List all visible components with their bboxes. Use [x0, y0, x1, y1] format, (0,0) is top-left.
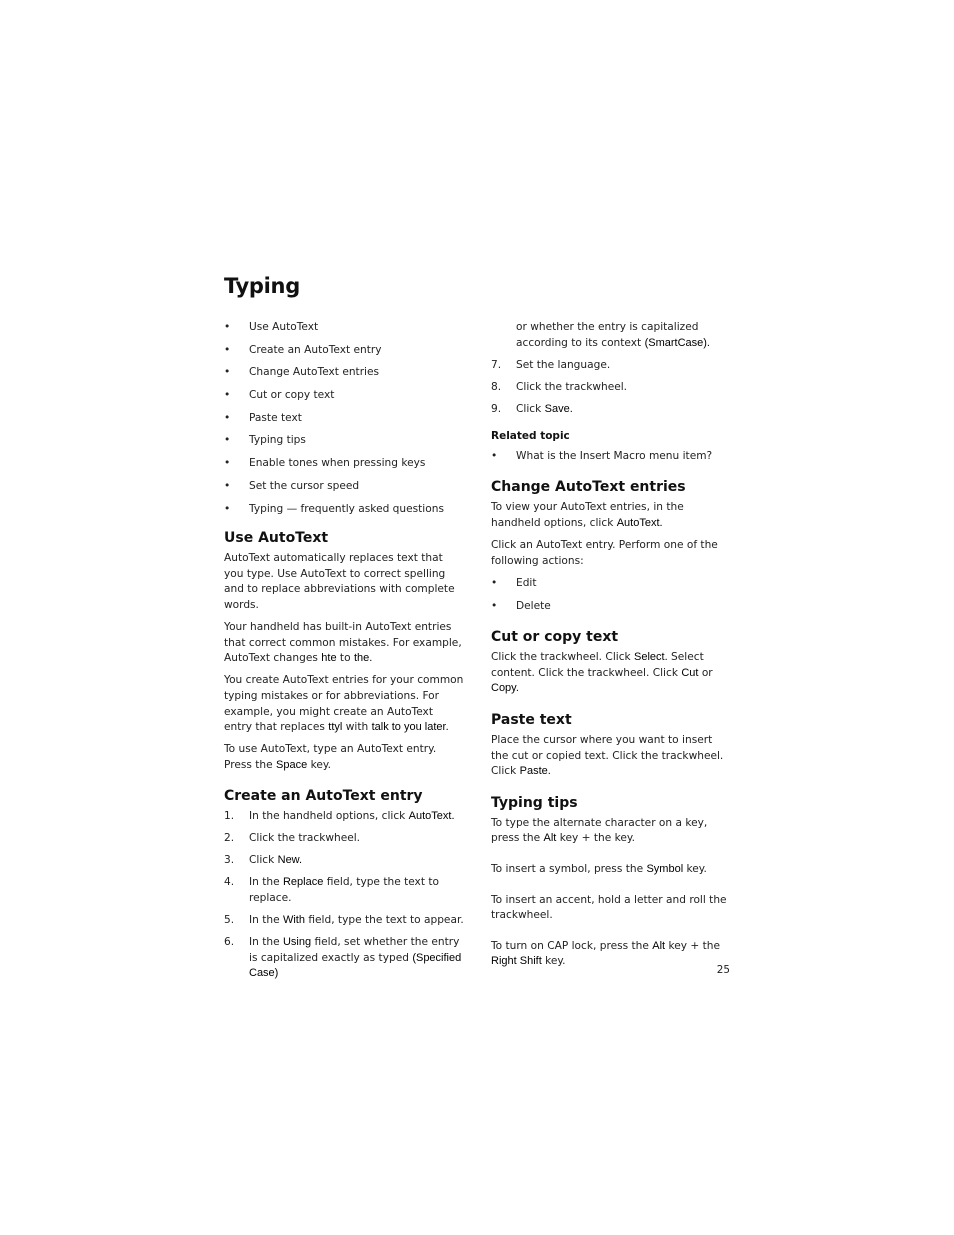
step-item: 1. In the handheld options, click AutoText. — [224, 810, 455, 823]
step-item: 6. In the Using field, set whether the entry is capitalized exactly as typed (Specified Case) — [224, 935, 462, 980]
step-item: 4. In the Replace field, type the text to replace. — [224, 876, 439, 904]
change-entries-paragraph: To view your AutoText entries, in the handheld options, click AutoText. — [491, 501, 684, 529]
bullet-icon: • — [224, 434, 231, 447]
cut-copy-paragraph: Click the trackwheel. Click Select. Select content. Click the trackwheel. Click Cut or Copy. — [491, 651, 713, 695]
keyword: Right Shift — [491, 955, 542, 968]
use-autotext-paragraph: AutoText automatically replaces text that you type. Use AutoText to correct spelling and to replace abbreviations with complete words. — [224, 552, 455, 611]
tip-paragraph: To insert a symbol, press the Symbol key. — [491, 862, 707, 875]
use-autotext-paragraph: Your handheld has built-in AutoText entries that correct common mistakes. For example, AutoText changes hte to the. — [224, 621, 462, 665]
bullet-icon: • — [224, 343, 231, 356]
bullet-icon: • — [224, 502, 231, 515]
keyword: (Specified Case) — [249, 951, 462, 980]
topic-list — [224, 320, 464, 524]
keyword: Symbol — [646, 862, 684, 875]
cut-copy-heading: Cut or copy text — [491, 629, 619, 646]
keyword: Replace — [282, 876, 324, 889]
left-column — [224, 320, 464, 988]
list-item[interactable]: • Paste text — [224, 411, 464, 434]
step-item: or whether the entry is capitalized according to its context (SmartCase). — [516, 321, 710, 349]
keyword: Paste. — [519, 765, 551, 778]
page-title: Typing — [224, 274, 300, 298]
bullet-icon: • — [491, 449, 498, 462]
tip-paragraph: To insert an accent, hold a letter and roll the trackwheel. — [491, 893, 727, 922]
keyword: AutoText. — [616, 516, 663, 529]
keyword: hte — [321, 652, 337, 665]
related-topic-link[interactable]: • What is the Insert Macro menu item? — [491, 449, 731, 465]
step-item: 8. Click the trackwheel. — [491, 380, 628, 393]
step-item: 5. In the With field, type the text to appear. — [224, 913, 464, 926]
keyword: Space — [276, 758, 308, 771]
keyword: Cut — [681, 666, 699, 679]
step-item: 9. Click Save. — [491, 402, 573, 415]
keyword: AutoText. — [408, 810, 455, 823]
create-entry-steps-continued — [491, 320, 731, 417]
page-number: 25 — [716, 964, 730, 976]
keyword: ttyl — [328, 721, 343, 734]
typing-tips-heading: Typing tips — [491, 794, 578, 811]
list-item[interactable]: • Typing tips — [224, 433, 464, 456]
keyword: New. — [277, 854, 303, 867]
list-item[interactable]: • Change AutoText entries — [224, 365, 464, 388]
change-entries-paragraph: Click an AutoText entry. Perform one of the following actions: — [491, 539, 718, 567]
tip-paragraph: To turn on CAP lock, press the Alt key + the Right Shift key. — [491, 939, 721, 968]
keyword: Using — [282, 935, 312, 948]
list-item[interactable]: • Create an AutoText entry — [224, 343, 464, 366]
step-item: 3. Click New. — [224, 854, 303, 867]
step-item: 2. Click the trackwheel. — [224, 832, 361, 845]
bullet-icon: • — [491, 577, 498, 590]
keyword: (SmartCase). — [644, 336, 710, 349]
keyword: Select. — [634, 651, 668, 664]
bullet-icon: • — [224, 321, 231, 333]
change-actions-list — [491, 576, 731, 622]
related-topic-list — [491, 449, 731, 465]
list-item[interactable]: • Delete — [491, 599, 731, 622]
keyword: With — [282, 913, 305, 926]
paste-heading: Paste text — [491, 711, 572, 728]
list-item[interactable]: • Use AutoText — [224, 320, 464, 343]
keyword: the. — [353, 652, 373, 665]
keyword: Save. — [544, 402, 573, 415]
paste-paragraph: Place the cursor where you want to insert the cut or copied text. Click the trackwheel. Click Paste. — [491, 733, 724, 778]
use-autotext-heading: Use AutoText — [224, 530, 329, 547]
list-item[interactable]: • Cut or copy text — [224, 388, 464, 411]
create-entry-steps — [224, 809, 464, 981]
keyword: Copy. — [491, 682, 519, 695]
list-item[interactable]: • Enable tones when pressing keys — [224, 456, 464, 479]
bullet-icon: • — [224, 389, 231, 402]
right-column — [491, 320, 731, 970]
bullet-icon: • — [224, 479, 231, 492]
use-autotext-paragraph: You create AutoText entries for your common typing mistakes or for abbreviations. For example, you might create an AutoText entry that replaces ttyl with talk to you later. — [224, 674, 464, 734]
bullet-icon: • — [224, 366, 231, 379]
list-item[interactable]: • Edit — [491, 576, 731, 599]
keyword: talk to you later. — [371, 721, 449, 734]
list-item[interactable]: • Set the cursor speed — [224, 479, 464, 502]
keyword: Alt — [543, 832, 557, 845]
create-entry-heading: Create an AutoText entry — [224, 788, 423, 805]
change-entries-heading: Change AutoText entries — [491, 479, 686, 496]
use-autotext-paragraph: To use AutoText, type an AutoText entry. Press the Space key. — [224, 743, 437, 771]
related-topic-heading: Related topic — [491, 430, 570, 443]
step-item: 7. Set the language. — [491, 358, 611, 371]
list-item[interactable]: • Typing — frequently asked questions — [224, 502, 464, 525]
bullet-icon: • — [224, 457, 231, 470]
tip-paragraph: To type the alternate character on a key, press the Alt key + the key. — [491, 816, 708, 845]
keyword: Alt — [652, 939, 666, 952]
bullet-icon: • — [491, 600, 498, 613]
bullet-icon: • — [224, 411, 231, 424]
